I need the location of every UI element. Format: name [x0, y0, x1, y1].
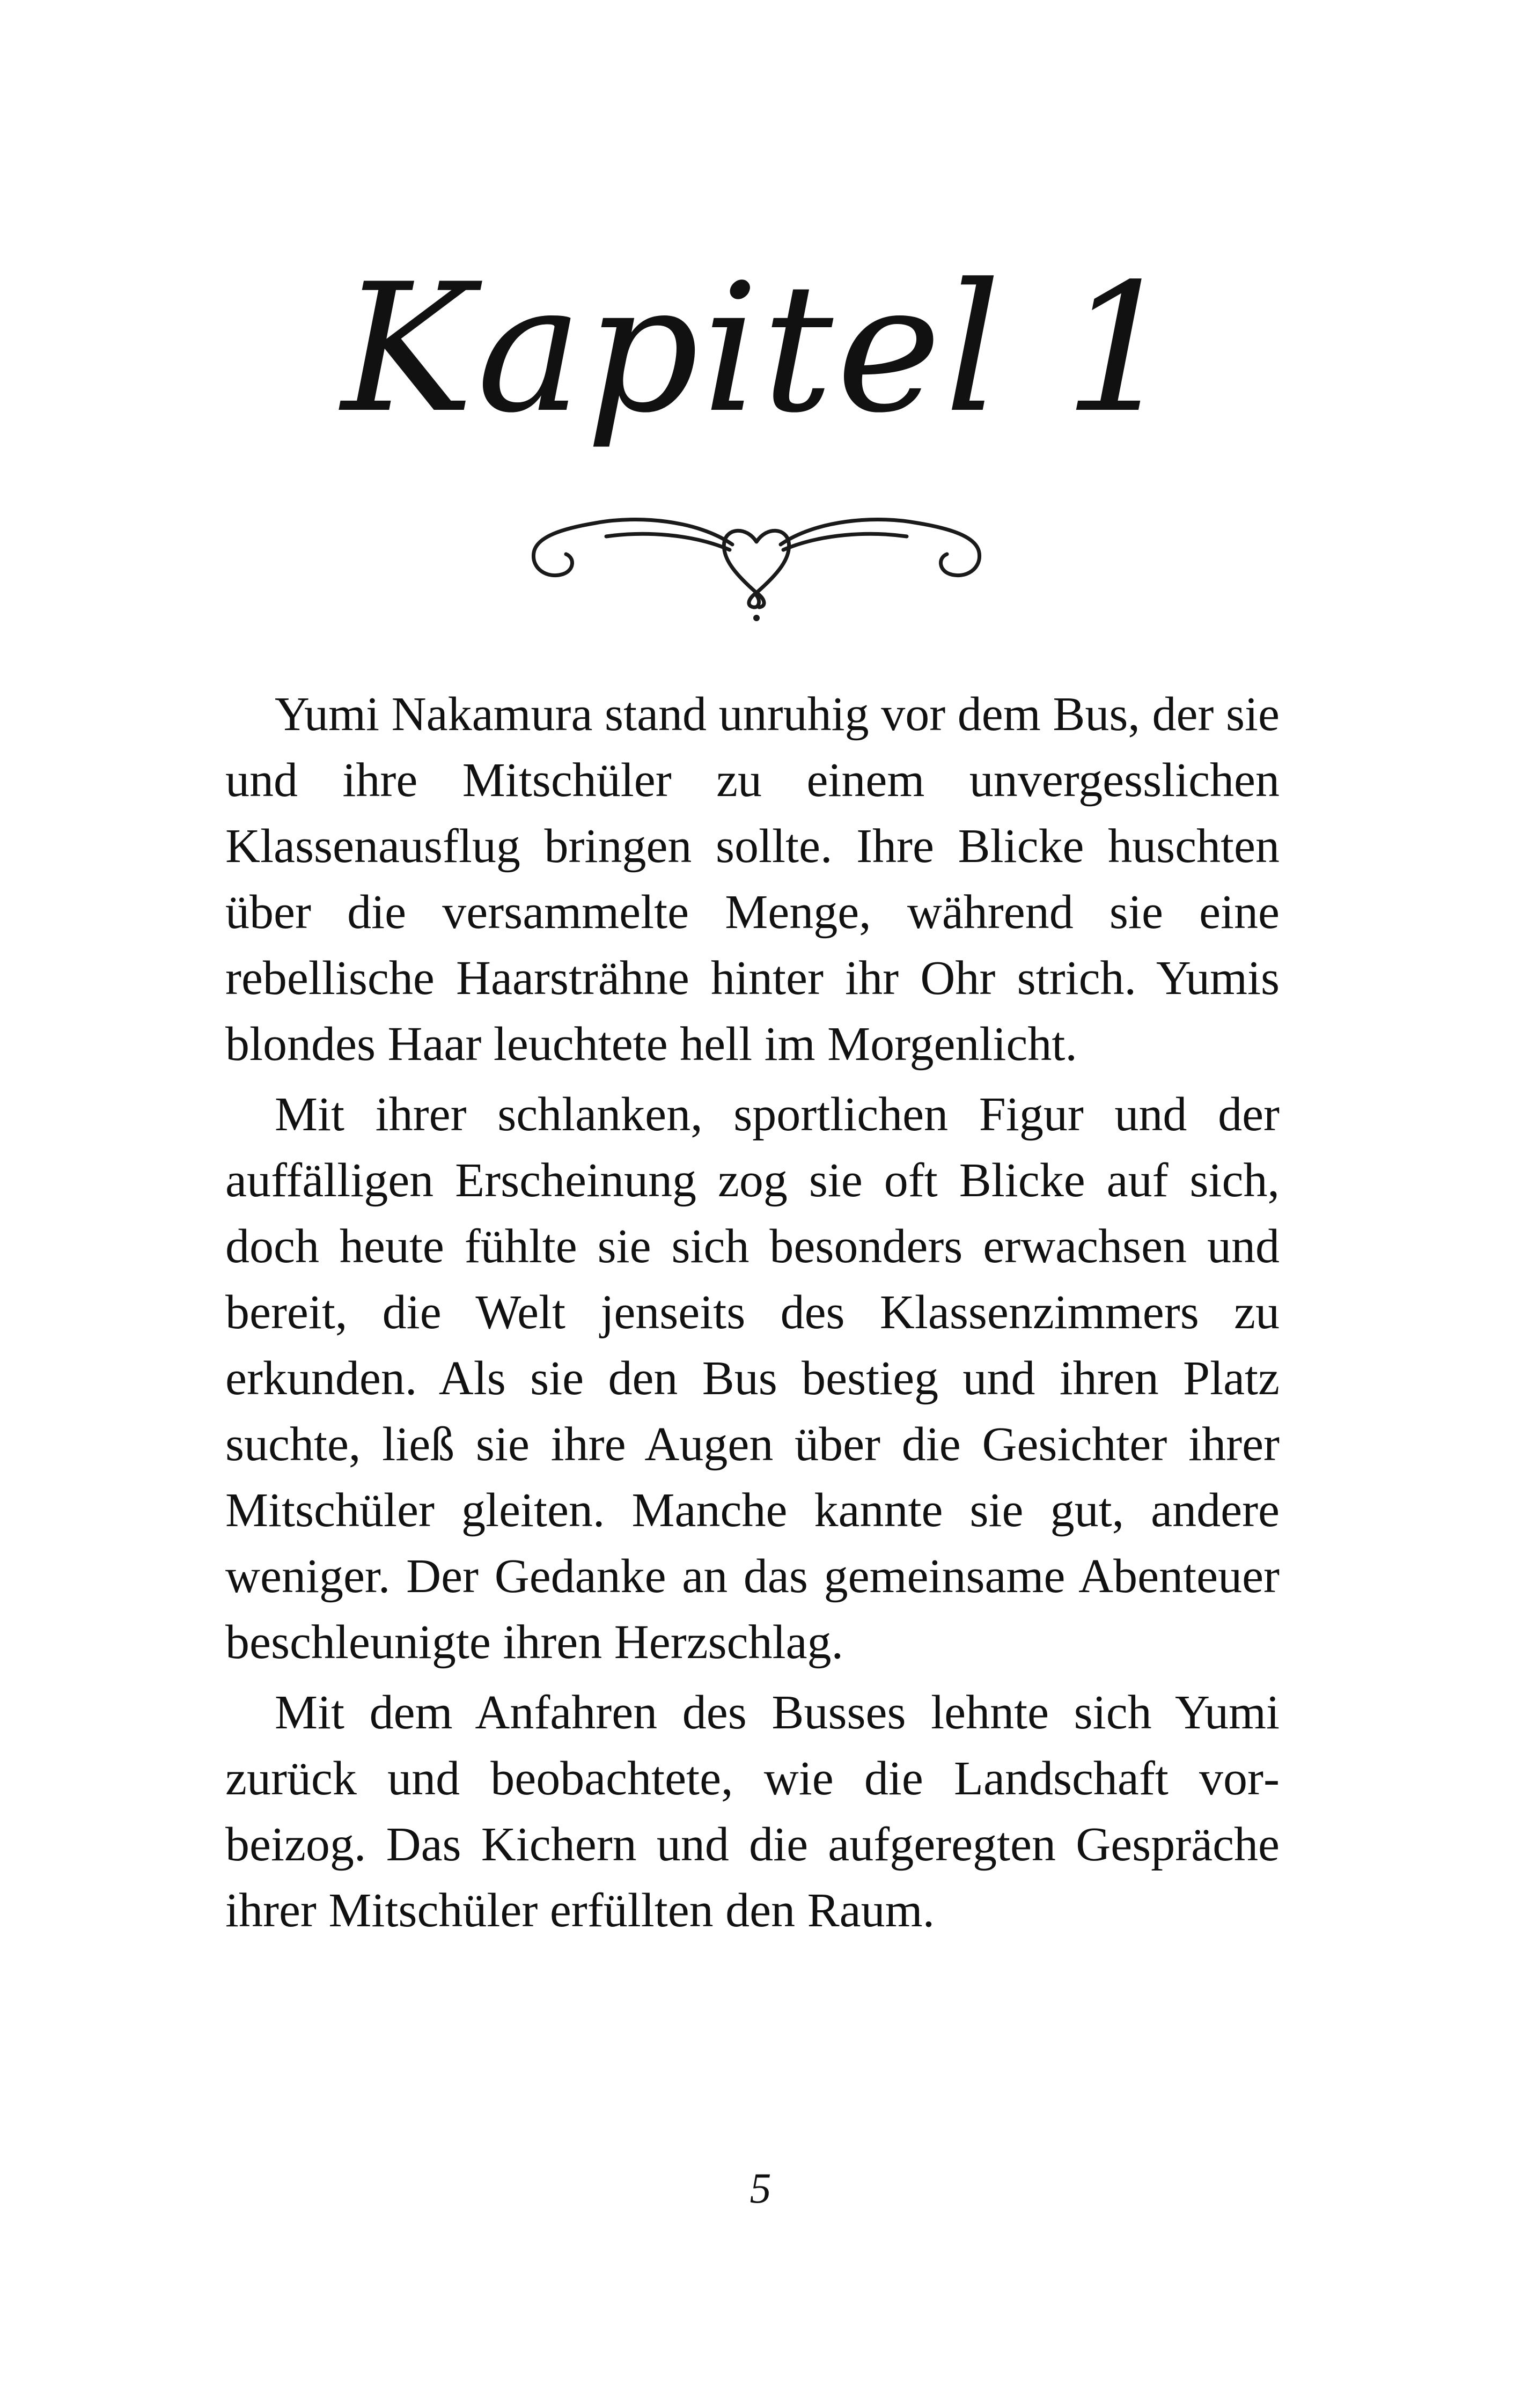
chapter-title: Kapitel 1	[341, 246, 1180, 452]
chapter-body	[225, 681, 1280, 1943]
paragraph-3: Mit dem Anfahren des Busses lehnte sich Yumi zurück und beobachtete, wie die Landschaft vorbeizog. Das Kichern und die aufgeregten Gespräche ihrer Mitschüler erfüllten den Raum.	[225, 1686, 1280, 1937]
heart-flourish-ornament-icon	[515, 494, 998, 622]
paragraph-2: Mit ihrer schlanken, sportlichen Figur und der auffälligen Erscheinung zog sie oft Blicke auf sich, doch heute fühlte sie sich besonders erwachsen und bereit, die Welt jenseits des Klassenzimmers zu erkunden. Als sie den Bus bestieg und ihren Platz suchte, ließ sie ihre Augen über die Gesichter ihrer Mitschüler gleiten. Manche kannte sie gut, andere weniger. Der Gedanke an das gemeinsame Abenteuer beschleunigte ihren Herzschlag.	[225, 1088, 1280, 1669]
page-number: 5	[750, 2165, 771, 2212]
paragraph-1: Yumi Nakamura stand unruhig vor dem Bus, der sie und ihre Mitschüler zu einem unvergesslichen Klassenausflug bringen sollte. Ihre Blicke huschten über die versammelte Menge, während sie eine rebellische Haarsträhne hinter ihr Ohr strich. Yumis blondes Haar leuchtete hell im Morgenlicht.	[225, 688, 1280, 1071]
